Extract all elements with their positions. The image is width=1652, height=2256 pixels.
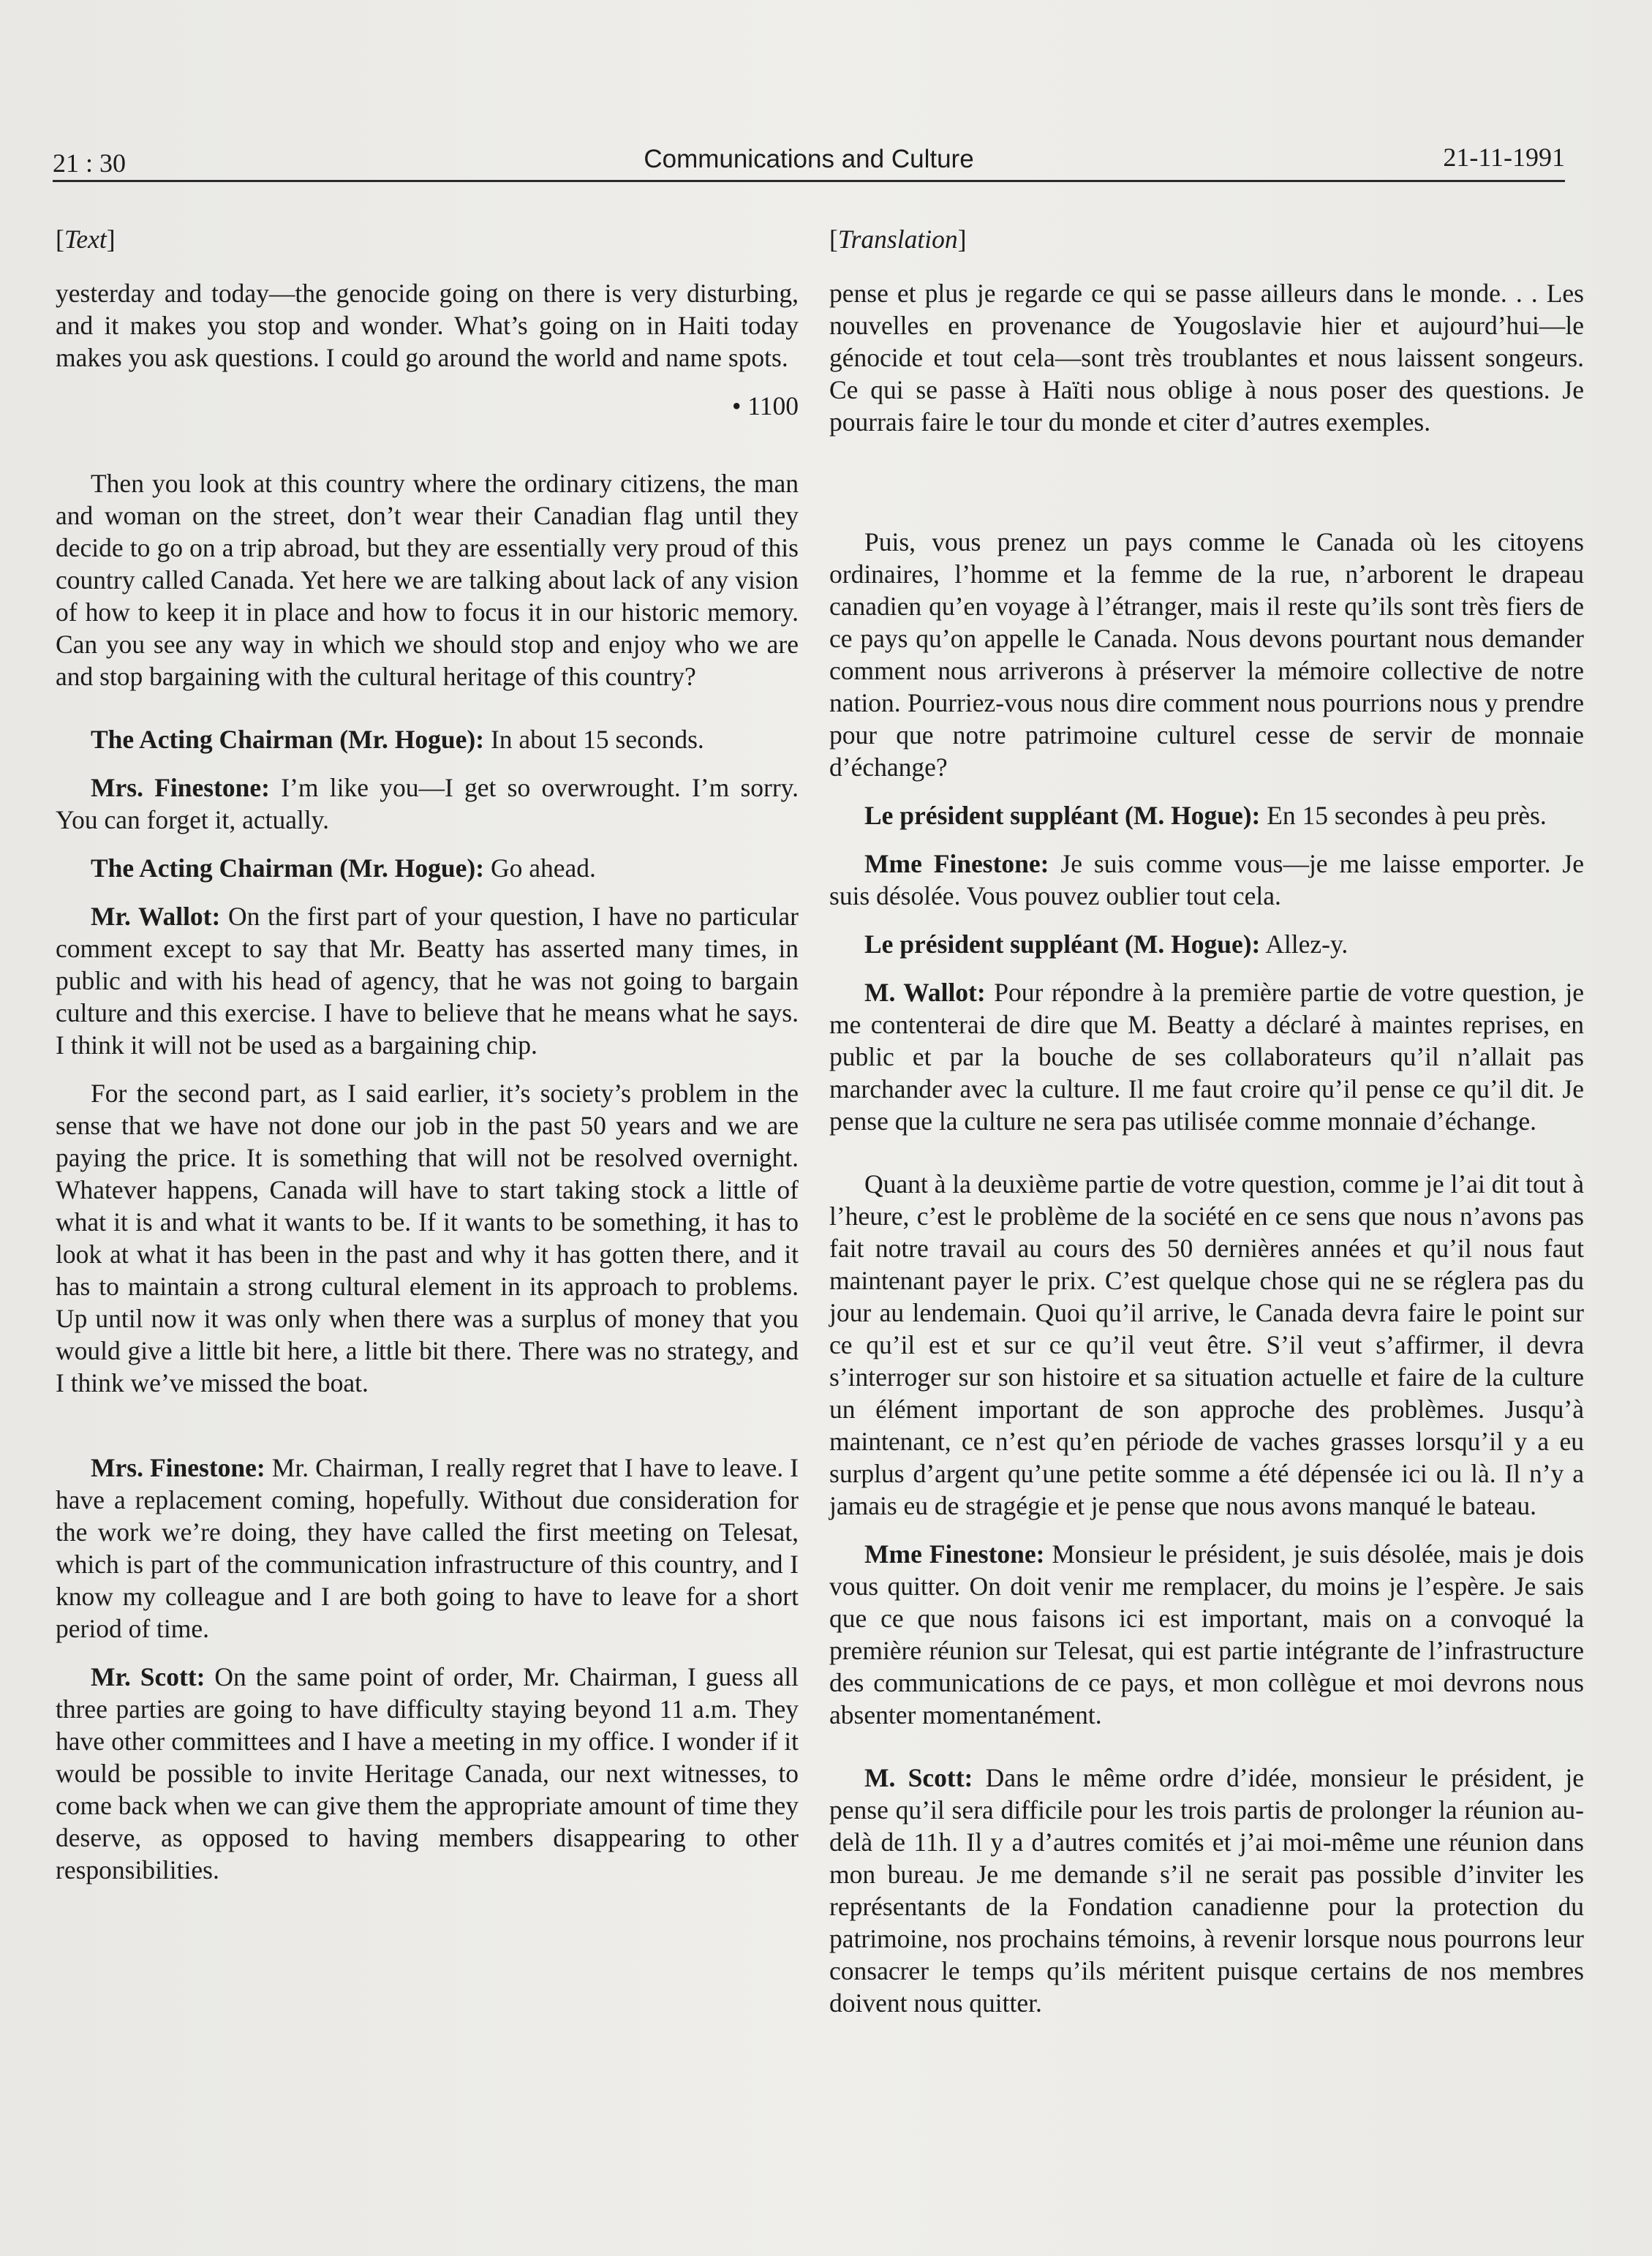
speaker-name: The Acting Chairman (Mr. Hogue): xyxy=(91,853,485,883)
right-column xyxy=(829,223,1584,2035)
header-date: 21-11-1991 xyxy=(1443,143,1565,172)
speaker-name: Mrs. Finestone: xyxy=(91,773,270,802)
speaker-paragraph xyxy=(829,1538,1584,1731)
speaker-paragraph xyxy=(829,1762,1584,2019)
tag-label: Translation xyxy=(837,225,958,254)
speaker-paragraph xyxy=(829,976,1584,1137)
speaker-paragraph xyxy=(829,848,1584,912)
speaker-paragraph xyxy=(56,852,799,884)
page-number: 21 : 30 xyxy=(53,148,127,178)
time-marker: • 1100 xyxy=(732,391,799,420)
speech-text: Mr. Chairman, I really regret that I have to leave. I have a replacement coming, hopefully. Without due consideration for the work we’re doing, they have called the first meeting on Telesat, which is part of the communication infrastructure of this country, and I know my colleague and I are both going to have to leave for a short period of time. xyxy=(56,1453,799,1643)
speaker-paragraph xyxy=(56,900,799,1061)
paragraph: yesterday and today—the genocide going on there is very disturbing, and it makes you stop and wonder. What’s going on in Haiti today makes you ask questions. I could go around the world and name spots. xyxy=(56,279,799,372)
speaker-paragraph xyxy=(56,772,799,836)
paragraph: Quant à la deuxième partie de votre question, comme je l’ai dit tout à l’heure, c’est le problème de la société en ce sens que nous n’avons pas fait notre travail au cours des 50 dernières années et qu’il nous faut maintenant payer le prix. C’est quelque chose qui ne se réglera pas du jour au lendemain. Quoi qu’il arrive, le Canada devra faire le point sur ce qu’il est et sur ce qu’il veut être. S’il veut s’affirmer, il devra s’interroger sur son histoire et sa situation actuelle et faire de la culture un élément important de son approche des problèmes. Jusqu’à maintenant, ce n’est qu’en période de vaches grasses lorsqu’il y a eu surplus d’argent qu’une petite somme a été dépensée ici ou là. Il n’y a jamais eu de stragégie et je pense que nous avons manqué le bateau. xyxy=(829,1169,1584,1520)
speaker-paragraph xyxy=(829,928,1584,960)
speaker-name: Mrs. Finestone: xyxy=(91,1453,265,1482)
speech-text: Dans le même ordre d’idée, monsieur le président, je pense qu’il sera difficile pour les trois partis de prolonger la réunion au-delà de 11h. Il y a d’autres comités et j’ai moi-même une réunion dans mon bureau. Je me demande s’il ne serait pas possible d’inviter les représentants de la Fondation canadienne pour la protection du patrimoine, nos prochains témoins, à revenir lorsque nous pourrons leur consacrer le temps qu’ils méritent puisque certains de nos membres doivent nous quitter. xyxy=(829,1763,1584,2018)
page-header xyxy=(53,129,1565,182)
speech-text: En 15 secondes à peu près. xyxy=(1260,801,1547,830)
speech-text: In about 15 seconds. xyxy=(484,725,704,754)
speaker-name: Mme Finestone: xyxy=(864,849,1049,878)
paragraph: Puis, vous prenez un pays comme le Canada où les citoyens ordinaires, l’homme et la femme de la rue, n’arborent le drapeau canadien qu’en voyage à l’étranger, mais il reste qu’ils sont très fiers de ce pays qu’on appelle le Canada. Nous devons pourtant nous demander comment nous arriverons à préserver la mémoire collective de notre nation. Pourriez-vous nous dire comment nous pourrions nous y prendre pour que notre patrimoine culturel cesse de servir de monnaie d’échange? xyxy=(829,527,1584,782)
speaker-name: M. Scott: xyxy=(864,1763,973,1792)
speaker-paragraph xyxy=(829,799,1584,831)
paragraph: For the second part, as I said earlier, it’s society’s problem in the sense that we have not done our job in the past 50 years and we are paying the price. It is something that will not be resolved overnight. Whatever happens, Canada will have to start taking stock a little of what it is and what it wants to be. If it wants to be something, it has to look at what it has been in the past and why it has gotten there, and it has to maintain a strong cultural element in its approach to problems. Up until now it was only when there was a surplus of money that you would give a little bit here, a little bit there. There was no strategy, and I think we’ve missed the boat. xyxy=(56,1079,799,1397)
speaker-name: The Acting Chairman (Mr. Hogue): xyxy=(91,725,485,754)
speaker-name: Le président suppléant (M. Hogue): xyxy=(864,801,1261,830)
column-tag-text: [Text] xyxy=(56,225,116,254)
speaker-name: Mr. Wallot: xyxy=(91,902,221,931)
left-column xyxy=(56,223,799,1902)
speech-text: On the first part of your question, I have no particular comment except to say that Mr. Beatty has asserted many times, in public and with his head of agency, that he was not going to bargain culture and this exercise. I have to believe that he means what he says. I think it will not be used as a bargaining chip. xyxy=(56,902,799,1060)
speaker-paragraph xyxy=(56,1452,799,1645)
column-tag-translation: [Translation] xyxy=(829,225,967,254)
speech-text: Monsieur le président, je suis désolée, mais je dois vous quitter. On doit venir me remplacer, du moins je l’espère. Je sais que ce que nous faisons ici est important, mais on a convoqué la première réunion sur Telesat, qui est partie intégrante de l’infrastructure des communications de ce pays, et mon collègue et moi devrons nous absenter momentanément. xyxy=(829,1539,1584,1729)
speech-text: Pour répondre à la première partie de votre question, je me contenterai de dire que M. Beatty a déclaré à maintes reprises, en public et par la bouche de ses collaborateurs qu’il n’allait pas marchander avec la culture. Il me faut croire qu’il pense ce qu’il dit. Je pense que la culture ne sera pas utilisée comme monnaie d’échange. xyxy=(829,978,1584,1136)
paragraph: pense et plus je regarde ce qui se passe ailleurs dans le monde. . . Les nouvelles en provenance de Yougoslavie hier et aujourd’hui—le génocide et tout cela—sont très troublantes et nous laissent songeurs. Ce qui se passe à Haïti nous oblige à nous poser des questions. Je pourrais faire le tour du monde et citer d’autres exemples. xyxy=(829,279,1584,437)
speech-text: Allez-y. xyxy=(1260,929,1349,959)
speaker-name: Le président suppléant (M. Hogue): xyxy=(864,929,1261,959)
speaker-paragraph xyxy=(56,1661,799,1886)
tag-label: Text xyxy=(64,225,107,254)
speaker-paragraph xyxy=(56,723,799,755)
speech-text: Je suis comme vous—je me laisse emporter. Je suis désolée. Vous pouvez oublier tout cela. xyxy=(829,849,1585,910)
speaker-name: Mr. Scott: xyxy=(91,1662,205,1691)
speaker-name: M. Wallot: xyxy=(864,978,986,1007)
speech-text: I’m like you—I get so overwrought. I’m sorry. You can forget it, actually. xyxy=(56,773,799,834)
speech-text: On the same point of order, Mr. Chairman, I guess all three parties are going to have difficulty staying beyond 11 a.m. They have other committees and I have a meeting in my office. I wonder if it would be possible to invite Heritage Canada, our next witnesses, to come back when we can give them the appropriate amount of time they deserve, as opposed to having members disappearing to other responsibilities. xyxy=(56,1662,799,1885)
speech-text: Go ahead. xyxy=(484,853,596,883)
speaker-name: Mme Finestone: xyxy=(864,1539,1045,1569)
running-title: Communications and Culture xyxy=(644,145,974,173)
paragraph: Then you look at this country where the ordinary citizens, the man and woman on the street, don’t wear their Canadian flag until they decide to go on a trip abroad, but they are essentially very proud of this country called Canada. Yet here we are talking about lack of any vision of how to keep it in place and how to focus it in our historic memory. Can you see any way in which we should stop and enjoy who we are and stop bargaining with the cultural heritage of this country? xyxy=(56,469,799,691)
